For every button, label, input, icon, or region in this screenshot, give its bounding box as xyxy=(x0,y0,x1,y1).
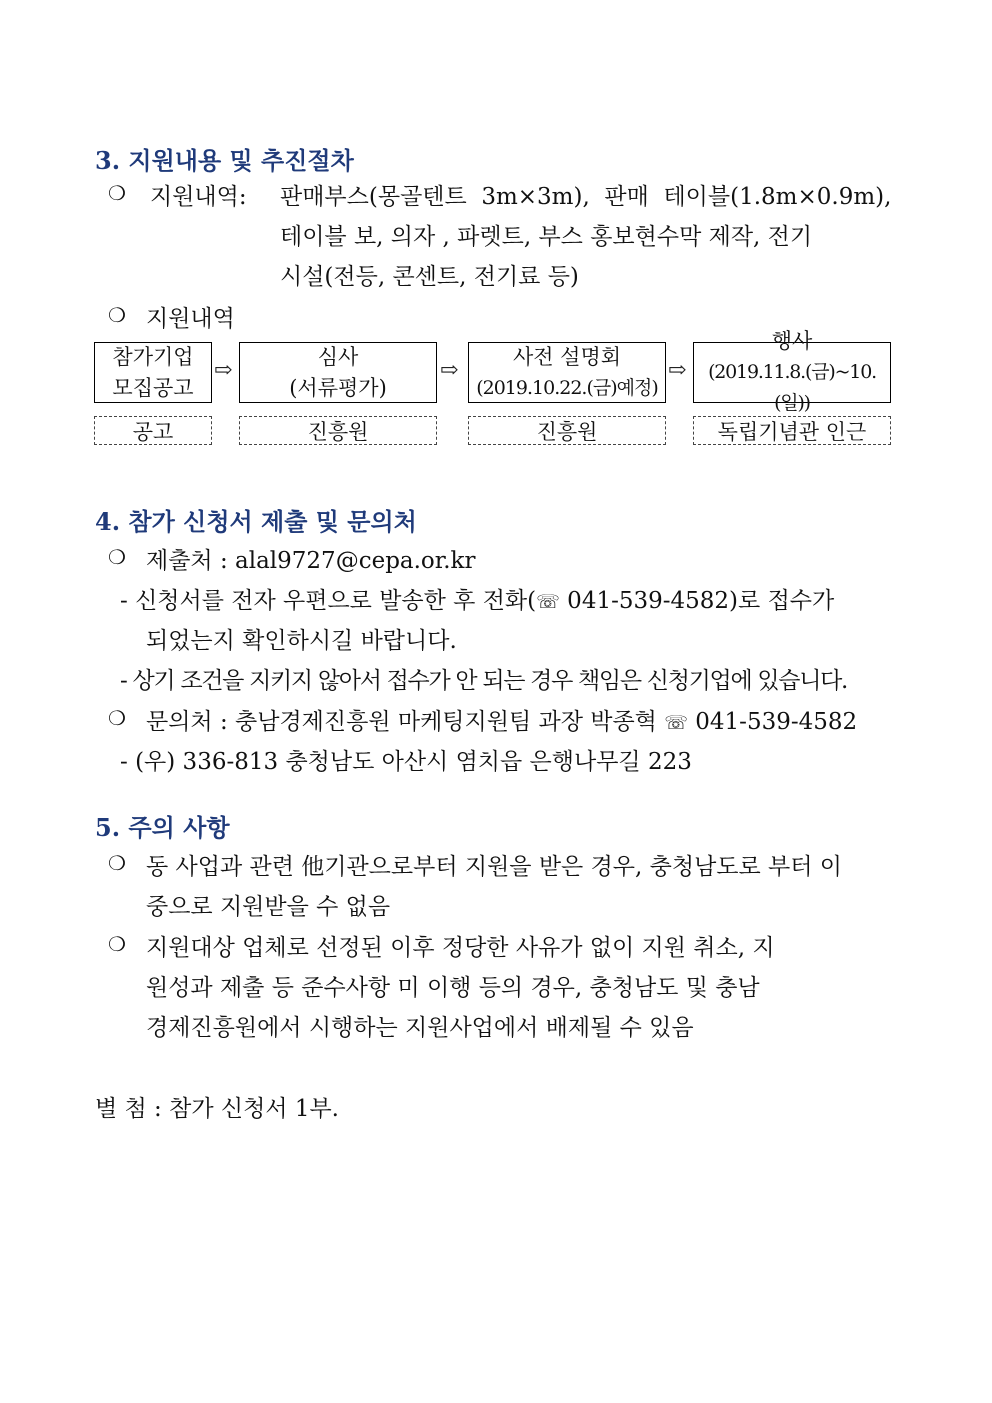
flow-step-4-line-1: 행사 xyxy=(771,329,813,353)
arrow-right-icon: ⇨ xyxy=(668,358,687,383)
bullet-icon: ❍ xyxy=(108,932,126,956)
attachment-note: 별 첨 : 참가 신청서 1부. xyxy=(95,1096,339,1122)
caution-1-line-1: 동 사업과 관련 他기관으로부터 지원을 받은 경우, 충청남도로 부터 이 xyxy=(146,854,842,880)
submit-note-line-2: 되었는지 확인하시길 바랍니다. xyxy=(146,628,457,654)
caution-1-line-2: 중으로 지원받을 수 없음 xyxy=(146,894,391,920)
contact-text: 문의처 : 충남경제진흥원 마케팅지원팀 과장 박종혁 xyxy=(146,709,665,735)
support-details-label: 지원내역: xyxy=(150,184,247,210)
bullet-icon: ❍ xyxy=(108,181,126,205)
responsibility-note: - 상기 조건을 지키지 않아서 접수가 안 되는 경우 책임은 신청기업에 있습니다. xyxy=(120,668,848,694)
arrow-right-icon: ⇨ xyxy=(440,358,459,383)
flow-step-2-line-1: 심사 xyxy=(317,344,359,369)
phone-icon: ☏ xyxy=(536,591,560,613)
flow-step-1 xyxy=(94,342,212,403)
phone-icon: ☏ xyxy=(664,712,688,734)
bullet-icon: ❍ xyxy=(108,303,126,327)
flow-step-1-line-1: 참가기업 xyxy=(112,344,194,369)
submit-note-text-a: - 신청서를 전자 우편으로 발송한 후 전화( xyxy=(120,588,537,614)
flow-step-4 xyxy=(693,329,891,414)
flow-step-3-owner: 진흥원 xyxy=(468,416,666,445)
submit-note-line-1 xyxy=(120,582,834,615)
flow-step-2-owner: 진흥원 xyxy=(239,416,437,445)
support-details-line-1: 판매부스(몽골텐트 3m×3m), 판매 테이블(1.8m×0.9m), xyxy=(280,184,892,210)
submit-note-text-b: 041-539-4582)로 접수가 xyxy=(559,588,835,614)
arrow-right-icon: ⇨ xyxy=(214,358,233,383)
flow-step-1-line-2: 모집공고 xyxy=(112,375,194,400)
bullet-icon: ❍ xyxy=(108,545,126,569)
support-process-label: 지원내역 xyxy=(146,306,235,332)
support-details-line-2: 테이블 보, 의자 , 파렛트, 부스 홍보현수막 제작, 전기 xyxy=(280,224,813,250)
address-line: - (우) 336-813 충청남도 아산시 염치읍 은행나무길 223 xyxy=(120,749,692,775)
section-4-heading: 4. 참가 신청서 제출 및 문의처 xyxy=(95,507,417,536)
support-details-line-3: 시설(전등, 콘센트, 전기료 등) xyxy=(280,264,579,290)
caution-2-line-1: 지원대상 업체로 선정된 이후 정당한 사유가 없이 지원 취소, 지 xyxy=(146,935,775,961)
flow-step-1-owner: 공고 xyxy=(94,416,212,445)
submit-destination: 제출처 : alal9727@cepa.or.kr xyxy=(146,548,476,574)
caution-2-line-3: 경제진흥원에서 시행하는 지원사업에서 배제될 수 있음 xyxy=(146,1015,694,1041)
caution-2-line-2: 원성과 제출 등 준수사항 미 이행 등의 경우, 충청남도 및 충남 xyxy=(146,975,760,1001)
section-3-heading: 3. 지원내용 및 추진절차 xyxy=(95,146,354,175)
bullet-icon: ❍ xyxy=(108,706,126,730)
flow-step-4-owner: 독립기념관 인근 xyxy=(693,416,891,445)
section-5-heading: 5. 주의 사항 xyxy=(95,813,230,842)
flow-step-3-line-2: (2019.10.22.(금)예정) xyxy=(476,376,658,399)
flow-step-2 xyxy=(239,342,437,403)
bullet-icon: ❍ xyxy=(108,851,126,875)
flow-step-3-line-1: 사전 설명회 xyxy=(512,344,622,369)
contact-phone: 041-539-4582 xyxy=(687,709,858,735)
flow-step-4-line-2: (2019.11.8.(금)~10.(일)) xyxy=(708,361,876,414)
contact-line xyxy=(146,703,857,736)
flow-step-3 xyxy=(468,342,666,403)
flow-step-2-line-2: (서류평가) xyxy=(289,375,387,400)
